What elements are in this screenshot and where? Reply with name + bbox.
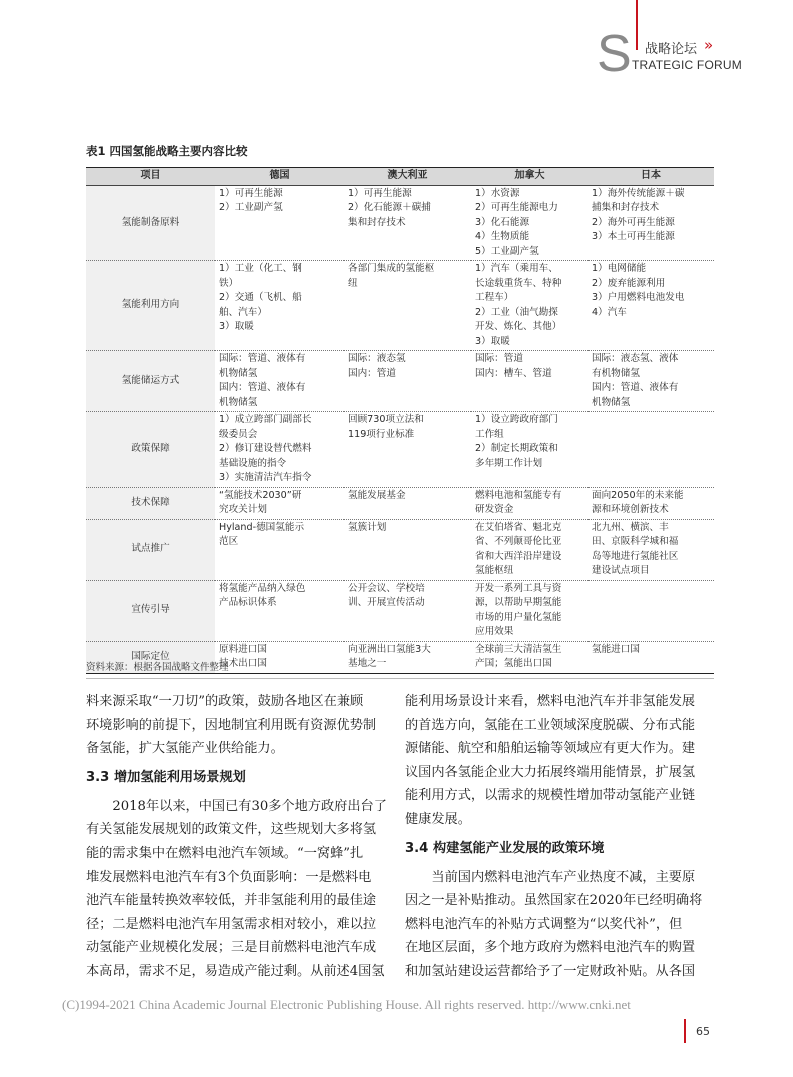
column-header: 项目 [86, 168, 215, 186]
table-row [86, 487, 714, 519]
table-row [86, 185, 714, 261]
cell-line: 原料进口国 [219, 643, 267, 655]
cell-line: 2）工业副产氢 [219, 202, 283, 213]
text-line: 动氢能产业规模化发展；三是目前燃料电池汽车成 [86, 940, 377, 956]
cell-line: 2）可再生能源电力 [475, 202, 558, 213]
cell-line: 119项行业标准 [348, 428, 415, 440]
row-label: 国际定位 [86, 641, 215, 673]
table-cell [215, 351, 344, 412]
cell-line: 开发一系列工具与资 [475, 582, 562, 594]
cell-line: 集和封存技术 [348, 216, 406, 228]
cell-line: 长途载重货车、特种 [475, 277, 562, 289]
cell-line: 公开会议、学校培 [348, 582, 425, 594]
text-line: 当前国内燃料电池汽车产业热度不减，主要原 [431, 869, 696, 885]
section-heading: 3.4 构建氢能产业发展的政策环境 [405, 840, 605, 856]
cell-line: 范区 [219, 536, 239, 547]
table-cell [471, 412, 588, 488]
cell-line: 2）修订建设替代燃料 [219, 443, 312, 454]
column-header: 日本 [588, 168, 714, 186]
text-line: 健康发展。 [405, 811, 471, 827]
row-label: 技术保障 [86, 487, 215, 519]
paragraph [86, 795, 388, 984]
table-cell [215, 641, 344, 673]
table-cell [588, 185, 714, 261]
cell-line: 1）成立跨部门副部长 [219, 414, 312, 425]
cell-line: 向亚洲出口氢能3大 [348, 643, 431, 655]
cell-line: 回顾730项立法和 [348, 414, 424, 425]
cell-line: 多年期工作计划 [475, 457, 543, 469]
cell-line: 源，以帮助早期氢能 [475, 597, 562, 608]
page-accent-line [684, 1019, 686, 1043]
table-cell [215, 412, 344, 488]
column-header: 德国 [215, 168, 344, 186]
cell-line: 工程车） [475, 292, 514, 303]
cell-line: 省和大西洋沿岸建设 [475, 550, 562, 562]
cell-line: 2）制定长期政策和 [475, 443, 558, 454]
cell-line: 技术出口国 [219, 658, 267, 669]
cell-line: 省、不列颠哥伦比亚 [475, 536, 562, 547]
row-label: 氢能利用方向 [86, 261, 215, 351]
cell-line: 研发资金 [475, 504, 514, 515]
cell-line: 机物储氢 [219, 367, 258, 379]
cell-line: 训、开展宣传活动 [348, 597, 425, 608]
text-line: 能利用场景设计来看，燃料电池汽车并非氢能发展 [405, 694, 696, 709]
table-cell [344, 580, 471, 641]
cell-line: 2）交通（飞机、船 [219, 292, 302, 303]
table-cell [471, 641, 588, 673]
cell-line: 3）化石能源 [475, 216, 530, 228]
table-row [86, 580, 714, 641]
cell-line: 4）汽车 [592, 306, 627, 318]
chevron-right-icon: » [704, 36, 711, 54]
cell-line: 产品标识体系 [219, 597, 277, 608]
cell-line: “氢能技术2030”研 [219, 489, 302, 501]
text-line: 径；二是燃料电池汽车用氢需求相对较小，难以拉 [86, 916, 377, 932]
table-cell [588, 261, 714, 351]
row-label: 试点推广 [86, 519, 215, 580]
table-cell [344, 185, 471, 261]
text-line: 备氢能，扩大氢能产业供给能力。 [86, 741, 284, 757]
table-row [86, 412, 714, 488]
table-cell [215, 580, 344, 641]
cell-line: 2）废弃能源利用 [592, 277, 666, 289]
table-cell [215, 185, 344, 261]
row-label: 宣传引导 [86, 580, 215, 641]
divider [86, 678, 714, 679]
cell-line: 氢能枢纽 [475, 565, 514, 576]
table-source-note: 资料来源：根据各国战略文件整理 [86, 662, 229, 673]
cell-line: 面向2050年的未来能 [592, 489, 684, 501]
cell-line: 国内：管道、液体有 [219, 382, 306, 393]
cell-line: 国内：管道、液体有 [592, 382, 679, 393]
cell-line: 1）海外传统能源＋碳 [592, 187, 685, 199]
cell-line: 在艾伯塔省、魁北克 [475, 521, 562, 533]
cell-line: 燃料电池和氢能专有 [475, 489, 562, 501]
cell-line: 国内：槽车、管道 [475, 367, 552, 379]
cell-line: 北九州、横滨、丰 [592, 521, 669, 533]
cell-line: 究攻关计划 [219, 504, 267, 515]
cell-line: 市场的用户量化氢能 [475, 611, 562, 623]
cell-line: 有机物储氢 [592, 367, 640, 379]
table-caption: 表1 四国氢能战略主要内容比较 [86, 144, 248, 158]
table-cell [588, 519, 714, 580]
cell-line: 纽 [348, 277, 358, 289]
text-line: 堆发展燃料电池汽车有3个负面影响：一是燃料电 [86, 869, 372, 885]
cell-line: 1）可再生能源 [219, 187, 283, 199]
cell-line: 3）取暖 [475, 335, 510, 347]
cell-line: 氢能发展基金 [348, 489, 406, 501]
cell-line: 氢簇计划 [348, 521, 387, 533]
text-line: 和加氢站建设运营都给予了一定财政补贴。从各国 [405, 963, 696, 979]
header-section-subtitle: TRATEGIC FORUM [632, 58, 742, 72]
table-cell [588, 351, 714, 412]
text-line: 因之一是补贴推动。虽然国家在2020年已经明确将 [405, 893, 703, 909]
cell-line: 1）汽车（乘用车、 [475, 263, 558, 274]
table-cell [215, 519, 344, 580]
cell-line: 3）户用燃料电池发电 [592, 292, 685, 303]
text-line: 2018年以来，中国已有30多个地方政府出台了 [112, 798, 387, 814]
table-cell [471, 185, 588, 261]
table-row [86, 351, 714, 412]
table-row [86, 261, 714, 351]
column-header: 澳大利亚 [344, 168, 471, 186]
text-line: 的首选方向，氢能在工业领域深度脱碳、分布式能 [405, 717, 696, 733]
table-cell [471, 519, 588, 580]
cell-line: 3）实施清洁汽车指令 [219, 472, 312, 483]
text-line: 源储能、航空和船舶运输等领域应有更大作为。建 [405, 741, 696, 757]
cell-line: 产国；氢能出口国 [475, 658, 552, 669]
cell-line: 2）化石能源＋碳捕 [348, 202, 431, 213]
table-cell [471, 261, 588, 351]
text-line: 在地区层面，多个地方政府为燃料电池汽车的购置 [405, 940, 696, 956]
table-cell [215, 487, 344, 519]
text-line: 能利用方式，以需求的规模性增加带动氢能产业链 [405, 788, 696, 804]
cell-line: 氢能进口国 [592, 643, 640, 655]
table-cell [344, 412, 471, 488]
cell-line: 机物储氢 [219, 396, 258, 408]
cell-line: 3）本土可再生能源 [592, 231, 675, 242]
table-cell [588, 641, 714, 673]
row-label: 氢能制备原料 [86, 185, 215, 261]
header-accent-line [636, 0, 638, 50]
cell-line: 建设试点项目 [592, 565, 650, 576]
paragraph [405, 866, 707, 984]
row-label: 政策保障 [86, 412, 215, 488]
cell-line: 2）工业（油气勘探 [475, 306, 558, 318]
cell-line: 国际：液态氢 [348, 353, 406, 364]
cell-line: 机物储氢 [592, 396, 631, 408]
text-line: 本高昂，需求不足，易造成产能过剩。从前述4国氢 [86, 963, 385, 979]
text-line: 议国内各氢能企业大力拓展终端用能情景，扩展氢 [405, 764, 696, 780]
cell-line: 国际：管道 [475, 353, 523, 364]
cell-line: 1）工业（化工、钢 [219, 263, 302, 274]
cell-line: 级委员会 [219, 428, 258, 440]
header-logo-letter: S [597, 25, 632, 83]
cell-line: 全球前三大清洁氢生 [475, 643, 562, 655]
table-cell [471, 487, 588, 519]
text-line: 能的需求集中在燃料电池汽车领域。“一窝蜂”扎 [86, 845, 364, 861]
table-row [86, 519, 714, 580]
column-header: 加拿大 [471, 168, 588, 186]
cell-line: 1）水资源 [475, 187, 520, 199]
cell-line: 国际：管道、液体有 [219, 353, 306, 364]
table-cell [471, 580, 588, 641]
text-line: 环境影响的前提下，因地制宜利用既有资源优势制 [86, 717, 377, 733]
text-line: 有关氢能发展规划的政策文件，这些规划大多将氢 [86, 822, 377, 838]
cell-line: 5）工业副产氢 [475, 245, 539, 257]
cell-line: Hyland-德国氢能示 [219, 521, 305, 533]
cell-line: 应用效果 [475, 626, 514, 637]
row-label: 氢能储运方式 [86, 351, 215, 412]
cell-line: 国内：管道 [348, 367, 396, 379]
cell-line: 4）生物质能 [475, 231, 530, 242]
comparison-table [86, 167, 714, 674]
cell-line: 各部门集成的氢能枢 [348, 263, 435, 274]
copyright-footer: (C)1994-2021 China Academic Journal Electronic Publishing House. All rights reserved. http://www.cnki.net [62, 997, 631, 1012]
header-section-title: 战略论坛 [645, 42, 698, 57]
cell-line: 开发、炼化、其他） [475, 321, 562, 332]
cell-line: 国际：液态氢、液体 [592, 353, 679, 364]
table-cell [344, 641, 471, 673]
page-number: 65 [696, 1025, 710, 1038]
table-header-row [86, 168, 714, 186]
text-line: 燃料电池汽车的补贴方式调整为“以奖代补”，但 [405, 916, 683, 932]
section-heading: 3.3 增加氢能利用场景规划 [86, 769, 246, 785]
cell-line: 1）设立跨政府部门 [475, 414, 558, 425]
cell-line: 基地之一 [348, 658, 387, 669]
cell-line: 舶、汽车） [219, 306, 267, 318]
table-cell [344, 351, 471, 412]
cell-line: 1）可再生能源 [348, 187, 412, 199]
cell-line: 捕集和封存技术 [592, 202, 660, 213]
table-cell [215, 261, 344, 351]
table-cell [588, 412, 714, 488]
body-column-left [86, 690, 388, 984]
table-cell [344, 487, 471, 519]
cell-line: 2）海外可再生能源 [592, 216, 675, 228]
cell-line: 岛等地进行氢能社区 [592, 550, 679, 562]
cell-line: 3）取暖 [219, 321, 254, 332]
cell-line: 铁） [219, 277, 239, 289]
cell-line: 基础设施的指令 [219, 457, 287, 469]
paragraph [405, 690, 707, 832]
body-column-right [405, 690, 707, 984]
paragraph [86, 690, 388, 761]
table-cell [588, 580, 714, 641]
table-cell [471, 351, 588, 412]
text-line: 池汽车能量转换效率较低，并非氢能利用的最佳途 [86, 893, 377, 909]
table-cell [588, 487, 714, 519]
cell-line: 将氢能产品纳入绿色 [219, 582, 306, 594]
text-line: 料来源采取“一刀切”的政策，鼓励各地区在兼顾 [86, 694, 364, 709]
cell-line: 1）电网储能 [592, 263, 647, 274]
cell-line: 田、京阪科学城和福 [592, 536, 679, 547]
table-cell [344, 261, 471, 351]
cell-line: 工作组 [475, 428, 504, 440]
cell-line: 源和环境创新技术 [592, 504, 669, 515]
table-cell [344, 519, 471, 580]
